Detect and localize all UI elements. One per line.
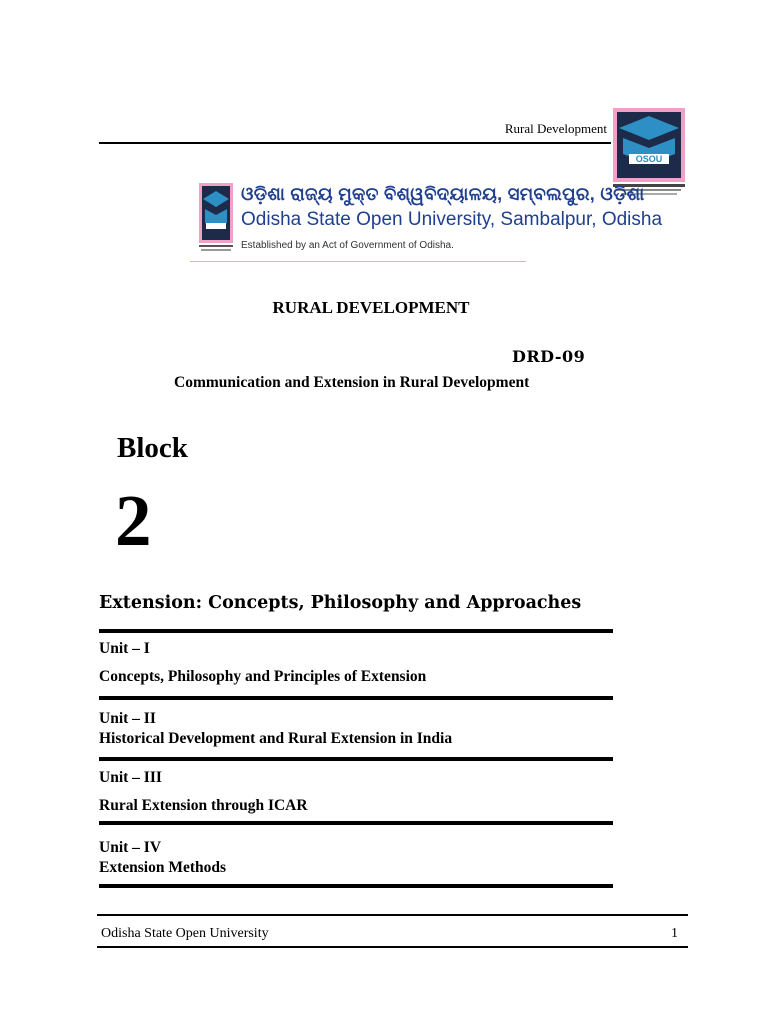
block-number: 2 xyxy=(115,480,152,561)
unit-divider xyxy=(99,757,613,761)
block-label: Block xyxy=(117,432,188,464)
unit-divider xyxy=(99,821,613,825)
header-rule xyxy=(99,142,611,144)
footer-rule-bottom xyxy=(97,946,688,948)
block-subtitle: Extension: Concepts, Philosophy and Approaches xyxy=(99,593,582,613)
banner-rule xyxy=(190,261,526,262)
unit-title: Concepts, Philosophy and Principles of Extension xyxy=(99,668,427,685)
unit-title: Historical Development and Rural Extension in India xyxy=(99,730,453,747)
unit-number: Unit – III xyxy=(99,769,162,786)
unit-divider xyxy=(99,884,613,888)
course-code: DRD-09 xyxy=(512,347,586,366)
banner-logo xyxy=(199,183,233,255)
running-header: Rural Development xyxy=(504,121,607,136)
unit-title: Extension Methods xyxy=(99,859,227,876)
unit-number: Unit – I xyxy=(99,640,150,657)
unit-number: Unit – II xyxy=(99,710,156,727)
university-name: Odisha State Open University, Sambalpur, Odisha xyxy=(241,209,663,230)
page-number: 1 xyxy=(671,926,678,941)
university-name-odia: ଓଡ଼ିଶା ରାଜ୍ୟ ମୁକ୍ତ ବିଶ୍ୱବିଦ୍ୟାଳୟ, ସମ୍ବଲପୁର, ଓଡ଼ିଶା xyxy=(241,184,645,204)
course-title: Communication and Extension in Rural Development xyxy=(174,374,530,391)
unit-divider xyxy=(99,629,613,633)
footer-rule-top xyxy=(97,914,688,916)
logo-abbreviation: OSOU xyxy=(635,154,663,164)
unit-divider xyxy=(99,696,613,700)
unit-title: Rural Extension through ICAR xyxy=(99,797,308,814)
document-title: RURAL DEVELOPMENT xyxy=(272,298,470,317)
establishment-note: Established by an Act of Government of Odisha. xyxy=(241,240,454,251)
unit-number: Unit – IV xyxy=(99,839,162,856)
footer-text: Odisha State Open University xyxy=(101,926,269,941)
